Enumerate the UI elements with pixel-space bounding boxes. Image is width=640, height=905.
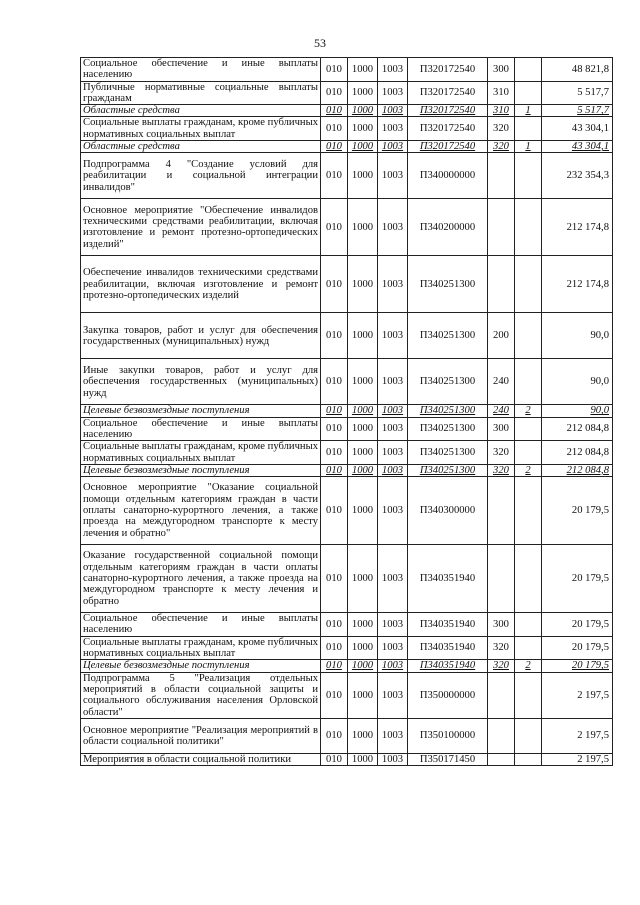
table-row xyxy=(81,613,613,637)
cell-csr: П340251300 xyxy=(408,405,488,417)
cell-gr: 010 xyxy=(321,441,348,465)
table-row xyxy=(81,417,613,441)
cell-rz: 1000 xyxy=(348,718,378,753)
cell-sum: 90,0 xyxy=(542,313,613,359)
cell-sum: 20 179,5 xyxy=(542,660,613,672)
cell-gr: 010 xyxy=(321,199,348,256)
cell-pr: 1003 xyxy=(378,117,408,141)
table-row xyxy=(81,58,613,82)
cell-src xyxy=(515,199,542,256)
cell-rz: 1000 xyxy=(348,672,378,718)
cell-gr: 010 xyxy=(321,256,348,313)
cell-rz: 1000 xyxy=(348,441,378,465)
cell-sum: 212 174,8 xyxy=(542,256,613,313)
cell-vr xyxy=(488,256,515,313)
row-name: Иные закупки товаров, работ и услуг для обеспечения государственных (муниципальных) нужд xyxy=(81,359,321,405)
table-row xyxy=(81,199,613,256)
cell-pr: 1003 xyxy=(378,660,408,672)
cell-rz: 1000 xyxy=(348,81,378,105)
cell-vr xyxy=(488,718,515,753)
cell-rz: 1000 xyxy=(348,464,378,476)
cell-csr: П350171450 xyxy=(408,753,488,765)
cell-pr: 1003 xyxy=(378,672,408,718)
cell-gr: 010 xyxy=(321,81,348,105)
cell-vr: 320 xyxy=(488,636,515,660)
budget-table xyxy=(80,57,613,766)
cell-src xyxy=(515,359,542,405)
cell-pr: 1003 xyxy=(378,81,408,105)
cell-vr: 320 xyxy=(488,660,515,672)
cell-src xyxy=(515,477,542,545)
cell-src: 1 xyxy=(515,105,542,117)
row-name: Подпрограмма 5 "Реализация отдельных мероприятий в области социальной защиты и социального обслуживания населения Орловской области" xyxy=(81,672,321,718)
cell-src xyxy=(515,153,542,199)
cell-csr: П340351940 xyxy=(408,545,488,613)
cell-sum: 20 179,5 xyxy=(542,477,613,545)
cell-vr xyxy=(488,199,515,256)
row-name: Основное мероприятие "Обеспечение инвалидов техническими средствами реабилитации, включая изготовление и ремонт протезно-ортопедических изделий" xyxy=(81,199,321,256)
table-row xyxy=(81,117,613,141)
cell-rz: 1000 xyxy=(348,141,378,153)
cell-sum: 2 197,5 xyxy=(542,718,613,753)
cell-src xyxy=(515,256,542,313)
row-name: Основное мероприятие "Реализация мероприятий в области социальной политики" xyxy=(81,718,321,753)
cell-rz: 1000 xyxy=(348,405,378,417)
table-row xyxy=(81,359,613,405)
cell-pr: 1003 xyxy=(378,613,408,637)
cell-vr xyxy=(488,753,515,765)
cell-sum: 43 304,1 xyxy=(542,117,613,141)
cell-rz: 1000 xyxy=(348,256,378,313)
table-row xyxy=(81,672,613,718)
cell-gr: 010 xyxy=(321,753,348,765)
table-row xyxy=(81,153,613,199)
cell-vr: 310 xyxy=(488,81,515,105)
row-name: Мероприятия в области социальной политики xyxy=(81,753,321,765)
cell-gr: 010 xyxy=(321,153,348,199)
cell-sum: 20 179,5 xyxy=(542,545,613,613)
cell-pr: 1003 xyxy=(378,153,408,199)
cell-gr: 010 xyxy=(321,105,348,117)
cell-gr: 010 xyxy=(321,545,348,613)
table-row xyxy=(81,464,613,476)
cell-sum: 48 821,8 xyxy=(542,58,613,82)
row-name: Оказание государственной социальной помощи отдельным категориям граждан в части оплаты санаторно-курортного лечения, а также проезда на междугородном транспорте к месту лечения и обратно xyxy=(81,545,321,613)
row-name: Обеспечение инвалидов техническими средствами реабилитации, включая изготовление и ремонт протезно-ортопедических изделий xyxy=(81,256,321,313)
table-row xyxy=(81,141,613,153)
cell-rz: 1000 xyxy=(348,417,378,441)
cell-pr: 1003 xyxy=(378,417,408,441)
row-name: Социальное обеспечение и иные выплаты населению xyxy=(81,58,321,82)
cell-gr: 010 xyxy=(321,477,348,545)
table-row xyxy=(81,441,613,465)
row-name: Социальные выплаты гражданам, кроме публичных нормативных социальных выплат xyxy=(81,441,321,465)
cell-src xyxy=(515,672,542,718)
cell-sum: 43 304,1 xyxy=(542,141,613,153)
cell-csr: П320172540 xyxy=(408,58,488,82)
cell-csr: П340351940 xyxy=(408,660,488,672)
cell-src: 2 xyxy=(515,405,542,417)
cell-vr: 200 xyxy=(488,313,515,359)
cell-gr: 010 xyxy=(321,313,348,359)
cell-csr: П340200000 xyxy=(408,199,488,256)
row-name: Социальное обеспечение и иные выплаты населению xyxy=(81,417,321,441)
cell-gr: 010 xyxy=(321,117,348,141)
cell-pr: 1003 xyxy=(378,718,408,753)
cell-src xyxy=(515,718,542,753)
cell-src xyxy=(515,313,542,359)
row-name: Социальные выплаты гражданам, кроме публичных нормативных социальных выплат xyxy=(81,636,321,660)
cell-gr: 010 xyxy=(321,417,348,441)
cell-csr: П320172540 xyxy=(408,105,488,117)
row-name: Целевые безвозмездные поступления xyxy=(81,464,321,476)
cell-csr: П340251300 xyxy=(408,464,488,476)
cell-pr: 1003 xyxy=(378,405,408,417)
cell-csr: П340351940 xyxy=(408,636,488,660)
cell-rz: 1000 xyxy=(348,636,378,660)
table-row xyxy=(81,105,613,117)
cell-rz: 1000 xyxy=(348,117,378,141)
row-name: Областные средства xyxy=(81,141,321,153)
table-row xyxy=(81,405,613,417)
cell-gr: 010 xyxy=(321,718,348,753)
cell-vr xyxy=(488,153,515,199)
cell-rz: 1000 xyxy=(348,105,378,117)
cell-sum: 232 354,3 xyxy=(542,153,613,199)
row-name: Областные средства xyxy=(81,105,321,117)
cell-csr: П340251300 xyxy=(408,359,488,405)
cell-gr: 010 xyxy=(321,359,348,405)
cell-sum: 20 179,5 xyxy=(542,636,613,660)
cell-csr: П320172540 xyxy=(408,117,488,141)
cell-rz: 1000 xyxy=(348,545,378,613)
cell-csr: П340351940 xyxy=(408,613,488,637)
cell-src: 2 xyxy=(515,464,542,476)
cell-csr: П320172540 xyxy=(408,141,488,153)
cell-rz: 1000 xyxy=(348,313,378,359)
row-name: Целевые безвозмездные поступления xyxy=(81,660,321,672)
row-name: Публичные нормативные социальные выплаты гражданам xyxy=(81,81,321,105)
cell-csr: П350000000 xyxy=(408,672,488,718)
cell-pr: 1003 xyxy=(378,58,408,82)
cell-sum: 20 179,5 xyxy=(542,613,613,637)
cell-vr: 300 xyxy=(488,417,515,441)
cell-sum: 212 084,8 xyxy=(542,417,613,441)
cell-sum: 2 197,5 xyxy=(542,672,613,718)
cell-src xyxy=(515,81,542,105)
cell-vr: 310 xyxy=(488,105,515,117)
table-row xyxy=(81,718,613,753)
table-row xyxy=(81,545,613,613)
cell-pr: 1003 xyxy=(378,313,408,359)
cell-pr: 1003 xyxy=(378,477,408,545)
cell-gr: 010 xyxy=(321,405,348,417)
cell-sum: 2 197,5 xyxy=(542,753,613,765)
cell-src xyxy=(515,545,542,613)
cell-sum: 212 084,8 xyxy=(542,441,613,465)
row-name: Целевые безвозмездные поступления xyxy=(81,405,321,417)
table-row xyxy=(81,81,613,105)
table-row xyxy=(81,313,613,359)
cell-src: 2 xyxy=(515,660,542,672)
cell-vr xyxy=(488,672,515,718)
table-row xyxy=(81,660,613,672)
cell-rz: 1000 xyxy=(348,477,378,545)
cell-pr: 1003 xyxy=(378,545,408,613)
cell-rz: 1000 xyxy=(348,753,378,765)
cell-pr: 1003 xyxy=(378,256,408,313)
cell-sum: 5 517,7 xyxy=(542,105,613,117)
cell-gr: 010 xyxy=(321,636,348,660)
cell-rz: 1000 xyxy=(348,199,378,256)
cell-vr: 240 xyxy=(488,359,515,405)
table-row xyxy=(81,753,613,765)
cell-pr: 1003 xyxy=(378,359,408,405)
cell-gr: 010 xyxy=(321,141,348,153)
table-body xyxy=(81,58,613,766)
cell-gr: 010 xyxy=(321,672,348,718)
cell-pr: 1003 xyxy=(378,636,408,660)
cell-csr: П350100000 xyxy=(408,718,488,753)
row-name: Закупка товаров, работ и услуг для обеспечения государственных (муниципальных) нужд xyxy=(81,313,321,359)
cell-src xyxy=(515,753,542,765)
table-row xyxy=(81,477,613,545)
table-row xyxy=(81,256,613,313)
cell-sum: 212 174,8 xyxy=(542,199,613,256)
cell-csr: П340300000 xyxy=(408,477,488,545)
cell-sum: 212 084,8 xyxy=(542,464,613,476)
row-name: Социальное обеспечение и иные выплаты населению xyxy=(81,613,321,637)
row-name: Подпрограмма 4 "Создание условий для реабилитации и социальной интеграции инвалидов" xyxy=(81,153,321,199)
cell-vr: 320 xyxy=(488,117,515,141)
cell-pr: 1003 xyxy=(378,441,408,465)
cell-src xyxy=(515,58,542,82)
cell-src xyxy=(515,613,542,637)
cell-src xyxy=(515,117,542,141)
cell-gr: 010 xyxy=(321,58,348,82)
cell-csr: П320172540 xyxy=(408,81,488,105)
cell-rz: 1000 xyxy=(348,58,378,82)
row-name: Основное мероприятие "Оказание социальной помощи отдельным категориям граждан в части оплаты санаторно-курортного лечения, а также проезда на междугородном транспорте к месту лечения и обратно" xyxy=(81,477,321,545)
cell-rz: 1000 xyxy=(348,660,378,672)
cell-vr: 300 xyxy=(488,58,515,82)
cell-pr: 1003 xyxy=(378,464,408,476)
cell-vr xyxy=(488,477,515,545)
cell-rz: 1000 xyxy=(348,153,378,199)
page-number: 53 xyxy=(314,36,326,50)
cell-src xyxy=(515,417,542,441)
cell-rz: 1000 xyxy=(348,613,378,637)
cell-csr: П340251300 xyxy=(408,256,488,313)
cell-src xyxy=(515,441,542,465)
cell-pr: 1003 xyxy=(378,141,408,153)
cell-src xyxy=(515,636,542,660)
table-row xyxy=(81,636,613,660)
cell-csr: П340251300 xyxy=(408,441,488,465)
cell-csr: П340251300 xyxy=(408,417,488,441)
cell-vr: 320 xyxy=(488,464,515,476)
cell-gr: 010 xyxy=(321,660,348,672)
cell-pr: 1003 xyxy=(378,105,408,117)
cell-sum: 5 517,7 xyxy=(542,81,613,105)
cell-vr: 320 xyxy=(488,141,515,153)
cell-gr: 010 xyxy=(321,464,348,476)
cell-csr: П340251300 xyxy=(408,313,488,359)
cell-vr: 320 xyxy=(488,441,515,465)
cell-rz: 1000 xyxy=(348,359,378,405)
cell-pr: 1003 xyxy=(378,753,408,765)
cell-vr: 300 xyxy=(488,613,515,637)
cell-vr: 240 xyxy=(488,405,515,417)
cell-vr xyxy=(488,545,515,613)
cell-sum: 90,0 xyxy=(542,359,613,405)
row-name: Социальные выплаты гражданам, кроме публичных нормативных социальных выплат xyxy=(81,117,321,141)
cell-csr: П340000000 xyxy=(408,153,488,199)
cell-gr: 010 xyxy=(321,613,348,637)
cell-sum: 90,0 xyxy=(542,405,613,417)
cell-pr: 1003 xyxy=(378,199,408,256)
cell-src: 1 xyxy=(515,141,542,153)
